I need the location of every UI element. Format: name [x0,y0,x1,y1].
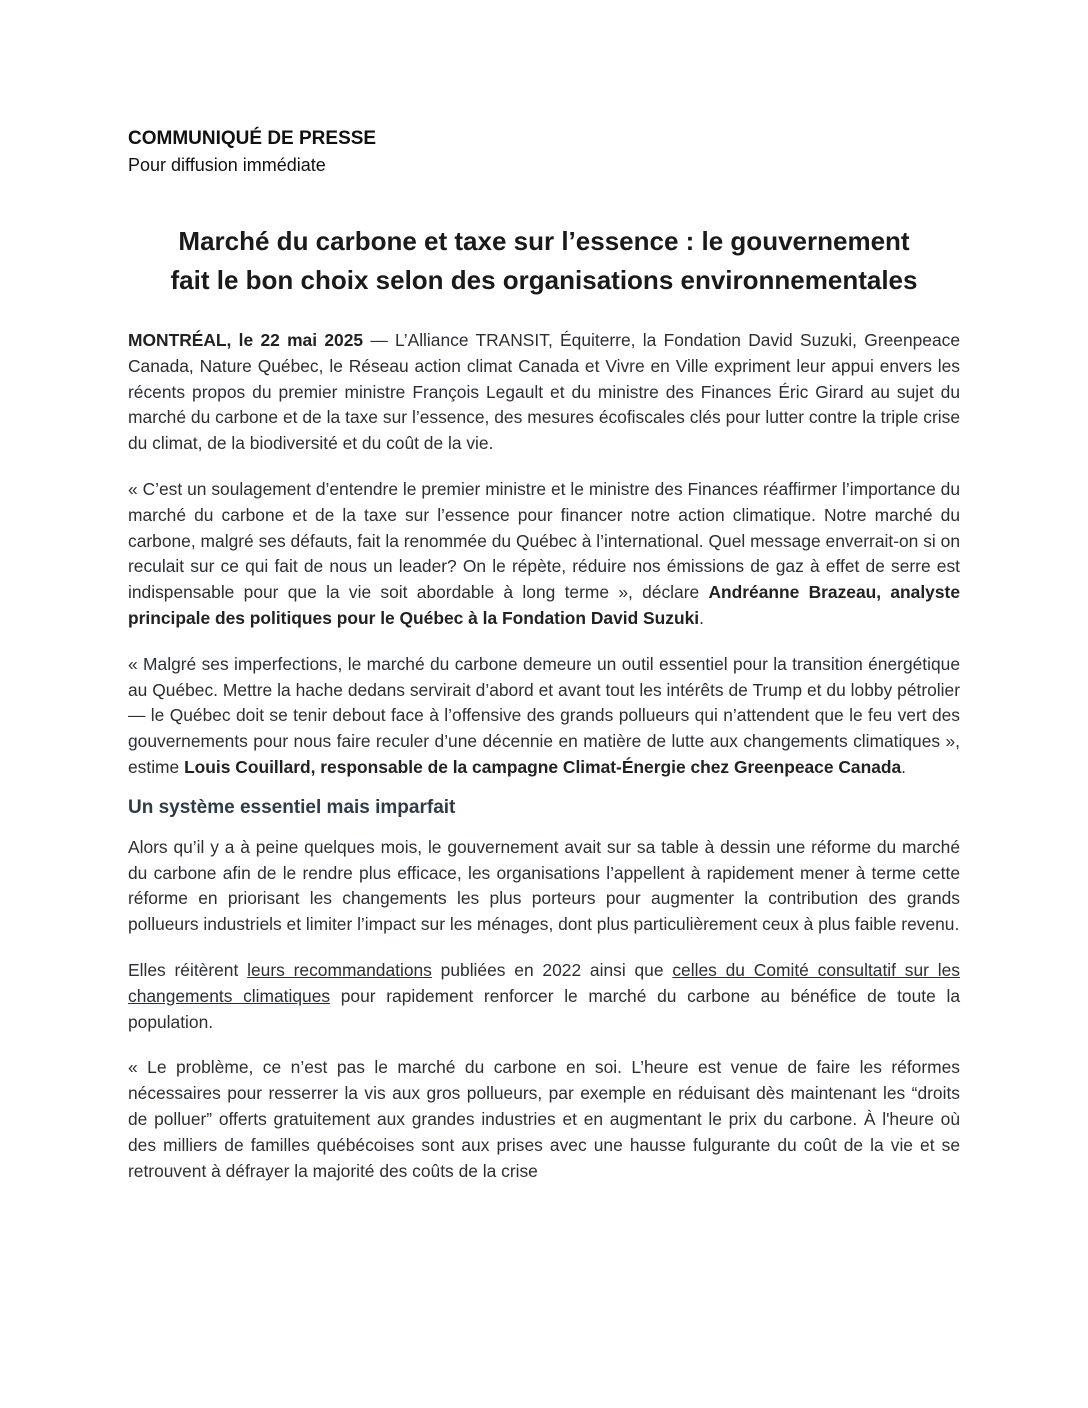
section-heading: Un système essentiel mais imparfait [128,796,456,818]
press-release-page [128,126,960,1184]
committee-link[interactable]: celles du Comité consultatif sur les changements climatiques [128,959,960,1006]
press-release-label: COMMUNIQUÉ DE PRESSE [128,128,377,149]
quote-text: « C’est un soulagement d’entendre le premier ministre et le ministre des Finances réaffirmer l’importance du marché du carbone et de la taxe sur l’essence pour financer notre action climatique. Notre marché du carbone, malgré ses défauts, fait la renommée du Québec à l’international. Quel message enverrait-on si on reculait sur ce qui fait de nous un leader? On le répète, réduire nos émissions de gaz à effet de serre est indispensable pour que la vie soit abordable à long terme », déclare [128,478,960,603]
paragraph-reform [128,835,960,938]
recommendations-text-middle: publiées en 2022 ainsi que [431,959,673,980]
quote-end: . [901,756,907,777]
page-title [128,222,960,300]
paragraph-quote-problem [128,1055,960,1184]
speaker-name: Louis Couillard, responsable de la campagne Climat-Énergie chez Greenpeace Canada [184,756,902,777]
intro-text: — L’Alliance TRANSIT, Équiterre, la Fondation David Suzuki, Greenpeace Canada, Nature Québec, le Réseau action climat Canada et Vivre en Ville expriment leur appui envers les récents propos du premier ministre François Legault et du ministre des Finances Éric Girard au sujet du marché du carbone et de la taxe sur l’essence, des mesures écofiscales clés pour lutter contre la triple crise du climat, de la biodiversité et du coût de la vie. [128,330,961,454]
release-timing-label: Pour diffusion immédiate [128,155,326,175]
quote-text: « Le problème, ce n’est pas le marché du carbone en soi. L’heure est venue de faire les réformes nécessaires pour resserrer la vis aux gros pollueurs, par exemple en réduisant dès maintenant les “droits de polluer” offerts gratuitement aux grandes industries et en augmentant le prix du carbone. À l'heure où des milliers de familles québécoises sont aux prises avec une hausse fulgurante du coût de la vie et se retrouvent à défrayer la majorité des coûts de la crise [128,1057,960,1181]
title-line-1: Marché du carbone et taxe sur l’essence : le gouvernement [178,226,910,256]
dateline: MONTRÉAL, le 22 mai 2025 [128,330,364,350]
paragraph-intro [128,328,960,457]
recommendations-link[interactable]: leurs recommandations [247,959,432,980]
title-line-2: fait le bon choix selon des organisations environnementales [170,265,918,295]
quote-text: « Malgré ses imperfections, le marché du carbone demeure un outil essentiel pour la transition énergétique au Québec. Mettre la hache dedans servirait d’abord et avant tout les intérêts de Trump et du lobby pétrolier — le Québec doit se tenir debout face à l’offensive des grands pollueurs qui n’attendent que le feu vert des gouvernements pour nous faire reculer d’une décennie en matière de lutte aux changements climatiques », estime [128,653,960,777]
quote-end: . [699,607,704,628]
recommendations-text-before: Elles réitèrent [128,959,248,980]
speaker-name: Andréanne Brazeau, analyste principale des politiques pour le Québec à la Fondation David Suzuki [128,582,960,628]
reform-text: Alors qu’il y a à peine quelques mois, le gouvernement avait sur sa table à dessin une réforme du marché du carbone afin de le rendre plus efficace, les organisations l’appellent à rapidement mener à terme cette réforme en priorisant les changements les plus porteurs pour augmenter la contribution des grands pollueurs industriels et limiter l’impact sur les ménages, dont plus particulièrement ceux à plus faible revenu. [128,836,960,935]
paragraph-quote-greenpeace [128,652,960,781]
paragraph-quote-suzuki [128,477,960,632]
paragraph-recommendations [128,958,960,1035]
recommendations-text-after: pour rapidement renforcer le marché du carbone au bénéfice de toute la population. [128,985,960,1032]
